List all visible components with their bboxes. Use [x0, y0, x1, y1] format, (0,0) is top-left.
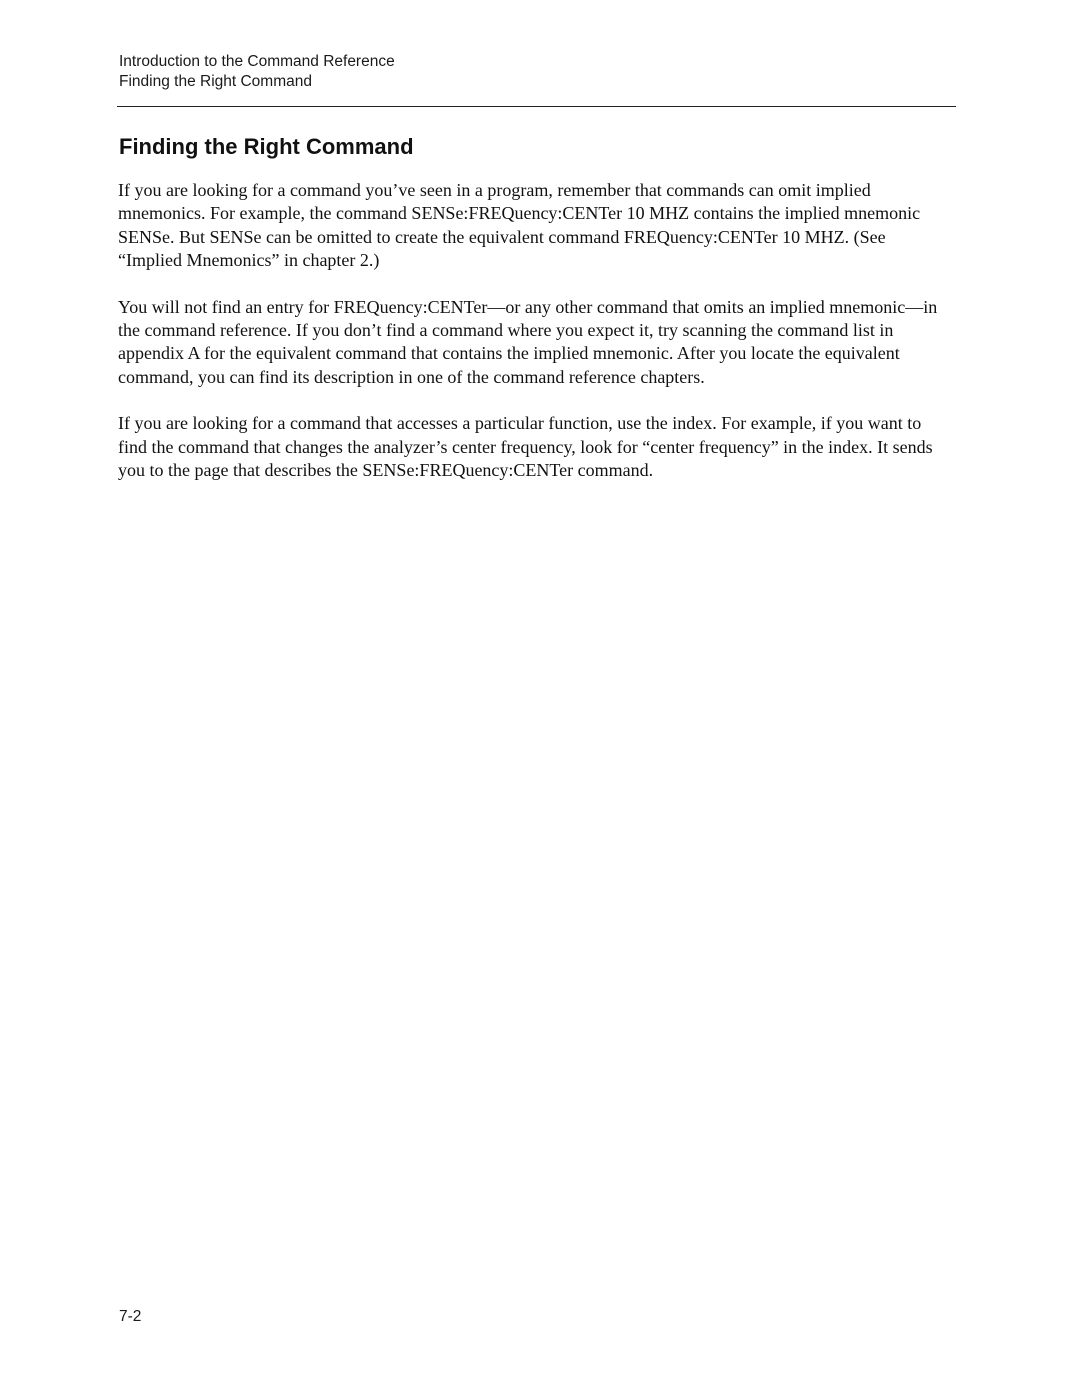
running-head — [119, 52, 395, 92]
paragraph-no-entry: You will not find an entry for FREQuency:CENTer—or any other command that omits an implied mnemonic—in the command reference. If you don’t find a command where you expect it, try scanning the command list in appendix A for the equivalent command that contains the implied mnemonic. After you locate the equivalent command, you can find its description in one of the command reference chapters. — [118, 296, 938, 387]
paragraph-implied-mnemonics: If you are looking for a command you’ve seen in a program, remember that commands can omit implied mnemonics. For example, the command SENSe:FREQuency:CENTer 10 MHZ contains the implied mnemonic SENSe. But SENSe can be omitted to create the equivalent command FREQuency:CENTer 10 MHZ. (See “Implied Mnemonics” in chapter 2.) — [118, 180, 921, 271]
body-text — [118, 179, 948, 505]
paragraph-use-index: If you are looking for a command that accesses a particular function, use the index. For example, if you want to find the command that changes the analyzer’s center frequency, look for “center frequency” in the index. It sends you to the page that describes the SENSe:FREQuency:CENTer command. — [118, 413, 933, 481]
section-title: Finding the Right Command — [119, 134, 414, 159]
running-head-section: Finding the Right Command — [119, 73, 312, 90]
page-number: 7-2 — [119, 1308, 142, 1325]
header-rule — [117, 106, 956, 107]
running-head-chapter: Introduction to the Command Reference — [119, 53, 395, 70]
